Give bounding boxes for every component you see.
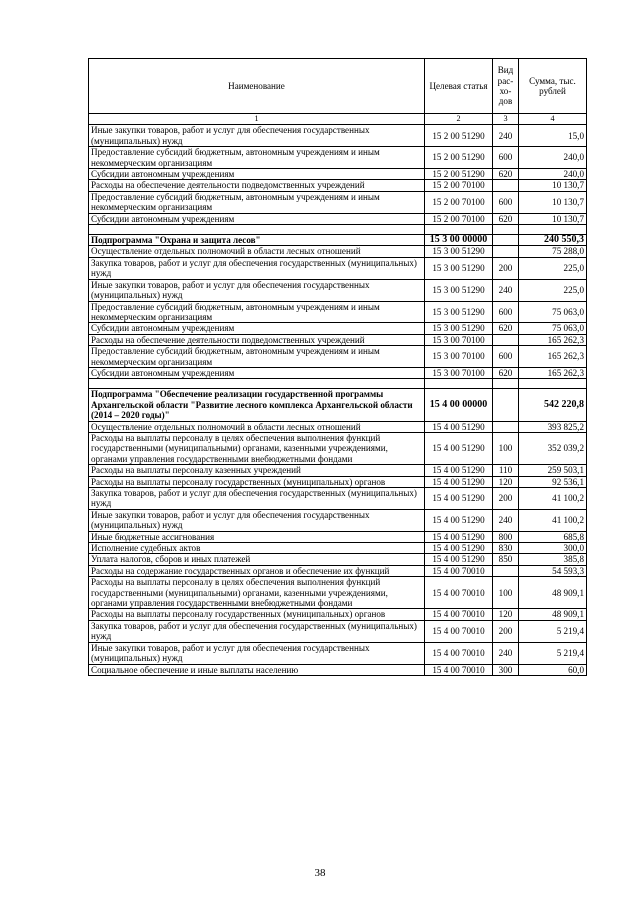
- row-target-article-cell: 15 3 00 00000: [425, 235, 493, 246]
- row-sum-cell: 542 220,8: [519, 389, 587, 421]
- table-row: [89, 432, 587, 464]
- row-target-article-cell: 15 4 00 51290: [425, 543, 493, 554]
- row-sum-cell: 352 039,2: [519, 432, 587, 464]
- row-expense-type-cell: 240: [493, 642, 519, 664]
- row-target-article-cell: 15 3 00 51290: [425, 323, 493, 334]
- row-name-cell: Иные бюджетные ассигнования: [89, 531, 425, 542]
- row-target-article-cell: 15 2 00 70100: [425, 213, 493, 224]
- row-target-article-cell: 15 3 00 70100: [425, 346, 493, 368]
- row-name-cell: Расходы на выплаты персоналу государственных (муниципальных) органов: [89, 609, 425, 620]
- table-row: [89, 334, 587, 345]
- row-expense-type-cell: 300: [493, 664, 519, 675]
- table-row: [89, 180, 587, 191]
- row-name-cell: Субсидии автономным учреждениям: [89, 213, 425, 224]
- row-expense-type-cell: [493, 334, 519, 345]
- row-target-article-cell: 15 4 00 70010: [425, 565, 493, 576]
- spacer-cell: [89, 379, 425, 389]
- table-row: [89, 577, 587, 609]
- row-sum-cell: 393 825,2: [519, 421, 587, 432]
- row-name-cell: Иные закупки товаров, работ и услуг для обеспечения государственных (муниципальных) нужд: [89, 642, 425, 664]
- row-sum-cell: 48 909,1: [519, 577, 587, 609]
- row-expense-type-cell: 600: [493, 301, 519, 323]
- table-row: [89, 147, 587, 169]
- table-row: [89, 465, 587, 476]
- row-sum-cell: 75 063,0: [519, 301, 587, 323]
- row-name-cell: Расходы на содержание государственных органов и обеспечение их функций: [89, 565, 425, 576]
- row-sum-cell: 240,0: [519, 169, 587, 180]
- row-target-article-cell: 15 4 00 51290: [425, 509, 493, 531]
- table-row: [89, 554, 587, 565]
- row-name-cell: Предоставление субсидий бюджетным, автономным учреждениям и иным некоммерческим организациям: [89, 191, 425, 213]
- row-target-article-cell: 15 3 00 51290: [425, 301, 493, 323]
- row-sum-cell: 165 262,3: [519, 334, 587, 345]
- spacer-cell: [425, 379, 493, 389]
- row-target-article-cell: 15 2 00 51290: [425, 125, 493, 147]
- spacer-cell: [519, 225, 587, 235]
- row-sum-cell: 75 063,0: [519, 323, 587, 334]
- header-sum: Сумма, тыс. рублей: [519, 59, 587, 114]
- row-sum-cell: 300,0: [519, 543, 587, 554]
- row-sum-cell: 75 288,0: [519, 246, 587, 257]
- table-row: [89, 620, 587, 642]
- table-row: [89, 323, 587, 334]
- row-sum-cell: 225,0: [519, 279, 587, 301]
- row-name-cell: Исполнение судебных актов: [89, 543, 425, 554]
- row-target-article-cell: 15 2 00 51290: [425, 169, 493, 180]
- row-name-cell: Субсидии автономным учреждениям: [89, 169, 425, 180]
- row-name-cell: Предоставление субсидий бюджетным, автономным учреждениям и иным некоммерческим организациям: [89, 346, 425, 368]
- row-expense-type-cell: 620: [493, 213, 519, 224]
- table-row: [89, 642, 587, 664]
- table-row: [89, 543, 587, 554]
- row-target-article-cell: 15 4 00 70010: [425, 642, 493, 664]
- row-name-cell: Субсидии автономным учреждениям: [89, 367, 425, 378]
- header-name: Наименование: [89, 59, 425, 114]
- row-expense-type-cell: 200: [493, 257, 519, 279]
- row-expense-type-cell: 830: [493, 543, 519, 554]
- row-target-article-cell: 15 4 00 51290: [425, 465, 493, 476]
- spacer-cell: [493, 225, 519, 235]
- table-row: [89, 609, 587, 620]
- row-sum-cell: 10 130,7: [519, 191, 587, 213]
- row-sum-cell: 92 536,1: [519, 476, 587, 487]
- row-name-cell: Закупка товаров, работ и услуг для обеспечения государственных (муниципальных) нужд: [89, 257, 425, 279]
- row-expense-type-cell: [493, 565, 519, 576]
- row-target-article-cell: 15 3 00 51290: [425, 246, 493, 257]
- row-name-cell: Социальное обеспечение и иные выплаты населению: [89, 664, 425, 675]
- budget-table-container: [88, 58, 586, 676]
- row-name-cell: Предоставление субсидий бюджетным, автономным учреждениям и иным некоммерческим организациям: [89, 147, 425, 169]
- table-row: [89, 421, 587, 432]
- row-expense-type-cell: 110: [493, 465, 519, 476]
- row-sum-cell: 385,8: [519, 554, 587, 565]
- spacer-cell: [425, 225, 493, 235]
- row-expense-type-cell: 600: [493, 191, 519, 213]
- row-target-article-cell: 15 4 00 51290: [425, 432, 493, 464]
- row-target-article-cell: 15 2 00 70100: [425, 180, 493, 191]
- row-sum-cell: 165 262,3: [519, 346, 587, 368]
- row-target-article-cell: 15 4 00 51290: [425, 476, 493, 487]
- row-sum-cell: 10 130,7: [519, 180, 587, 191]
- table-row: [89, 476, 587, 487]
- row-expense-type-cell: 600: [493, 346, 519, 368]
- row-name-cell: Подпрограмма "Обеспечение реализации государственной программы Архангельской области "Развитие лесного комплекса Архангельской области (2014 – 2020 годы)": [89, 389, 425, 421]
- row-target-article-cell: 15 4 00 70010: [425, 664, 493, 675]
- budget-table: [88, 58, 587, 676]
- row-name-cell: Расходы на выплаты персоналу государственных (муниципальных) органов: [89, 476, 425, 487]
- row-expense-type-cell: [493, 246, 519, 257]
- row-expense-type-cell: [493, 389, 519, 421]
- row-expense-type-cell: [493, 180, 519, 191]
- table-row: [89, 565, 587, 576]
- page-number: 38: [314, 867, 326, 879]
- table-row: [89, 257, 587, 279]
- column-number-row: [89, 114, 587, 125]
- row-expense-type-cell: 850: [493, 554, 519, 565]
- spacer-row: [89, 379, 587, 389]
- row-target-article-cell: 15 3 00 70100: [425, 334, 493, 345]
- row-name-cell: Предоставление субсидий бюджетным, автономным учреждениям и иным некоммерческим организациям: [89, 301, 425, 323]
- spacer-cell: [89, 225, 425, 235]
- table-row: [89, 509, 587, 531]
- row-name-cell: Иные закупки товаров, работ и услуг для обеспечения государственных (муниципальных) нужд: [89, 279, 425, 301]
- row-expense-type-cell: 100: [493, 432, 519, 464]
- row-expense-type-cell: 100: [493, 577, 519, 609]
- subprogram-row: [89, 389, 587, 421]
- row-expense-type-cell: [493, 235, 519, 246]
- row-sum-cell: 54 593,3: [519, 565, 587, 576]
- row-sum-cell: 225,0: [519, 257, 587, 279]
- header-expense-type: Вид рас-хо-дов: [493, 59, 519, 114]
- table-row: [89, 367, 587, 378]
- table-row: [89, 488, 587, 510]
- row-sum-cell: 240,0: [519, 147, 587, 169]
- row-target-article-cell: 15 4 00 51290: [425, 488, 493, 510]
- table-row: [89, 664, 587, 675]
- row-target-article-cell: 15 4 00 51290: [425, 421, 493, 432]
- spacer-cell: [519, 379, 587, 389]
- row-name-cell: Осуществление отдельных полномочий в области лесных отношений: [89, 246, 425, 257]
- table-row: [89, 125, 587, 147]
- row-sum-cell: 15,0: [519, 125, 587, 147]
- row-name-cell: Расходы на выплаты персоналу в целях обеспечения выполнения функций государственными (муниципальными) органами, казенными учреждениями, органами управления государственными внебюджетными фондами: [89, 432, 425, 464]
- row-expense-type-cell: 200: [493, 620, 519, 642]
- spacer-row: [89, 225, 587, 235]
- row-expense-type-cell: 240: [493, 509, 519, 531]
- row-sum-cell: 41 100,2: [519, 488, 587, 510]
- row-name-cell: Иные закупки товаров, работ и услуг для обеспечения государственных (муниципальных) нужд: [89, 125, 425, 147]
- row-target-article-cell: 15 4 00 51290: [425, 531, 493, 542]
- table-body: [89, 125, 587, 676]
- row-sum-cell: 48 909,1: [519, 609, 587, 620]
- table-row: [89, 246, 587, 257]
- row-name-cell: Закупка товаров, работ и услуг для обеспечения государственных (муниципальных) нужд: [89, 488, 425, 510]
- row-expense-type-cell: 600: [493, 147, 519, 169]
- row-name-cell: Подпрограмма "Охрана и защита лесов": [89, 235, 425, 246]
- row-sum-cell: 5 219,4: [519, 642, 587, 664]
- row-name-cell: Уплата налогов, сборов и иных платежей: [89, 554, 425, 565]
- table-row: [89, 213, 587, 224]
- row-expense-type-cell: 240: [493, 279, 519, 301]
- row-sum-cell: 60,0: [519, 664, 587, 675]
- row-expense-type-cell: 120: [493, 609, 519, 620]
- row-name-cell: Закупка товаров, работ и услуг для обеспечения государственных (муниципальных) нужд: [89, 620, 425, 642]
- row-target-article-cell: 15 4 00 70010: [425, 577, 493, 609]
- column-number: 1: [89, 114, 425, 125]
- table-row: [89, 531, 587, 542]
- row-expense-type-cell: 800: [493, 531, 519, 542]
- row-name-cell: Расходы на выплаты персоналу казенных учреждений: [89, 465, 425, 476]
- row-expense-type-cell: 240: [493, 125, 519, 147]
- row-expense-type-cell: 620: [493, 323, 519, 334]
- row-name-cell: Расходы на обеспечение деятельности подведомственных учреждений: [89, 334, 425, 345]
- row-sum-cell: 10 130,7: [519, 213, 587, 224]
- table-row: [89, 191, 587, 213]
- header-target-article: Целевая статья: [425, 59, 493, 114]
- row-sum-cell: 5 219,4: [519, 620, 587, 642]
- row-target-article-cell: 15 3 00 51290: [425, 257, 493, 279]
- row-target-article-cell: 15 4 00 70010: [425, 620, 493, 642]
- row-target-article-cell: 15 3 00 70100: [425, 367, 493, 378]
- row-target-article-cell: 15 4 00 51290: [425, 554, 493, 565]
- subprogram-row: [89, 235, 587, 246]
- row-sum-cell: 165 262,3: [519, 367, 587, 378]
- row-expense-type-cell: 620: [493, 367, 519, 378]
- row-target-article-cell: 15 4 00 00000: [425, 389, 493, 421]
- row-name-cell: Расходы на обеспечение деятельности подведомственных учреждений: [89, 180, 425, 191]
- row-expense-type-cell: 120: [493, 476, 519, 487]
- row-sum-cell: 240 550,3: [519, 235, 587, 246]
- column-number: 2: [425, 114, 493, 125]
- table-header: [89, 59, 587, 125]
- table-row: [89, 169, 587, 180]
- table-row: [89, 279, 587, 301]
- row-sum-cell: 41 100,2: [519, 509, 587, 531]
- row-expense-type-cell: 620: [493, 169, 519, 180]
- row-target-article-cell: 15 4 00 70010: [425, 609, 493, 620]
- row-expense-type-cell: [493, 421, 519, 432]
- row-name-cell: Иные закупки товаров, работ и услуг для обеспечения государственных (муниципальных) нужд: [89, 509, 425, 531]
- spacer-cell: [493, 379, 519, 389]
- row-expense-type-cell: 200: [493, 488, 519, 510]
- row-target-article-cell: 15 2 00 70100: [425, 191, 493, 213]
- row-target-article-cell: 15 2 00 51290: [425, 147, 493, 169]
- table-row: [89, 346, 587, 368]
- row-name-cell: Расходы на выплаты персоналу в целях обеспечения выполнения функций государственными (муниципальными) органами, казенными учреждениями, органами управления государственными внебюджетными фондами: [89, 577, 425, 609]
- row-sum-cell: 685,8: [519, 531, 587, 542]
- table-row: [89, 301, 587, 323]
- row-name-cell: Субсидии автономным учреждениям: [89, 323, 425, 334]
- row-target-article-cell: 15 3 00 51290: [425, 279, 493, 301]
- column-number: 4: [519, 114, 587, 125]
- column-number: 3: [493, 114, 519, 125]
- row-name-cell: Осуществление отдельных полномочий в области лесных отношений: [89, 421, 425, 432]
- row-sum-cell: 259 503,1: [519, 465, 587, 476]
